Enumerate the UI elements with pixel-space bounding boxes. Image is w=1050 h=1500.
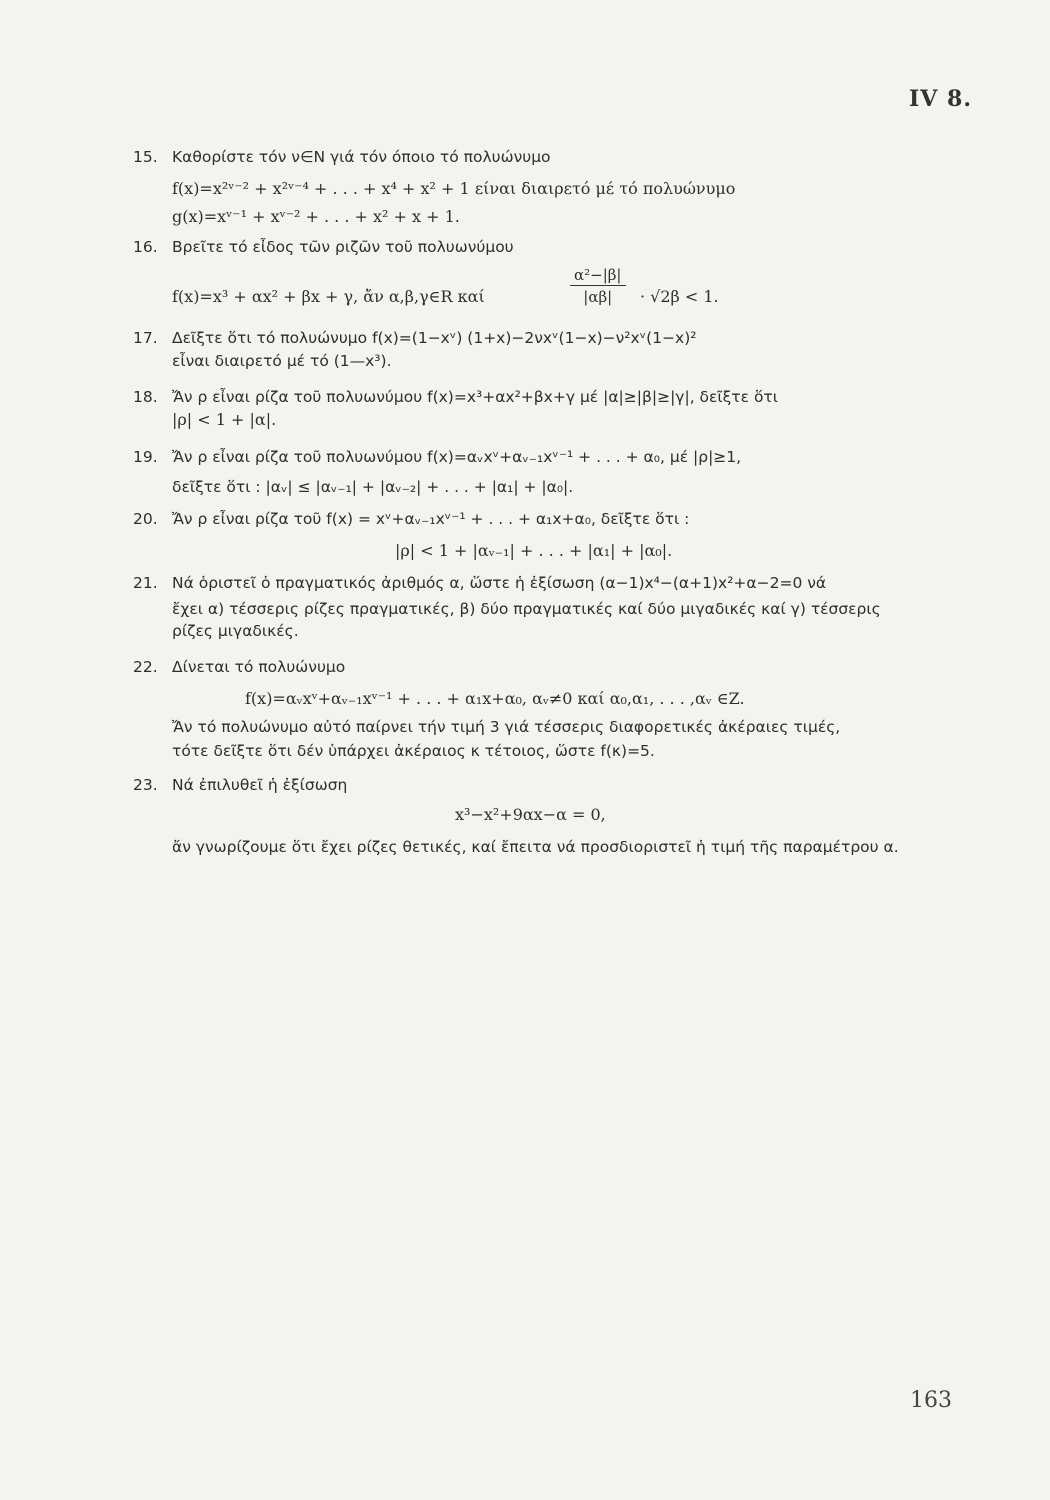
problem-20-line-1: Ἄν ρ εἶναι ρίζα τοῦ f(x) = xᵛ+αᵥ₋₁xᵛ⁻¹ + . . . + α₁x+α₀, δεῖξτε ὅτι : (172, 510, 690, 528)
problem-16-line-2: f(x)=x³ + αx² + βx + γ, ἄν α,β,γ∈R καί (172, 287, 485, 306)
problem-number-21: 21. (133, 574, 158, 592)
problem-23-line-1: Νά ἐπιλυθεῖ ἡ ἐξίσωση (172, 776, 348, 794)
problem-15-line-3: g(x)=xᵛ⁻¹ + xᵛ⁻² + . . . + x² + x + 1. (172, 207, 460, 226)
problem-number-17: 17. (133, 329, 158, 347)
problem-18-line-1: Ἄν ρ εἶναι ρίζα τοῦ πολυωνύμου f(x)=x³+αx²+βx+γ μέ |α|≥|β|≥|γ|, δεῖξτε ὅτι (172, 388, 778, 406)
problem-17-line-1: Δεῖξτε ὅτι τό πολυώνυμο f(x)=(1−xᵛ) (1+x)−2νxᵛ(1−x)−ν²xᵛ(1−x)² (172, 329, 697, 347)
problem-21-line-2: ἔχει α) τέσσερις ρίζες πραγματικές, β) δύο πραγματικές καί δύο μιγαδικές καί γ) τέσσερις (172, 600, 881, 618)
problem-23-line-3: ἄν γνωρίζουμε ὅτι ἔχει ρίζες θετικές, καί ἔπειτα νά προσδιοριστεῖ ἡ τιμή τῆς παραμέτρου α. (172, 838, 899, 856)
chapter-header: IV 8. (909, 86, 972, 112)
problem-22-line-3: Ἄν τό πολυώνυμο αὐτό παίρνει τήν τιμή 3 γιά τέσσερις διαφορετικές ἀκέραιες τιμές, (172, 718, 841, 736)
problem-21-line-3: ρίζες μιγαδικές. (172, 622, 299, 640)
problem-22-line-2: f(x)=αᵥxᵛ+αᵥ₋₁xᵛ⁻¹ + . . . + α₁x+α₀, αᵥ≠0 καί α₀,α₁, . . . ,αᵥ ∈Z. (245, 689, 745, 708)
problem-15-line-2: f(x)=x²ᵛ⁻² + x²ᵛ⁻⁴ + . . . + x⁴ + x² + 1 είναι διαιρετό μέ τό πολυώνυμο (172, 179, 736, 198)
problem-number-15: 15. (133, 148, 158, 166)
problem-18-line-2: |ρ| < 1 + |α|. (172, 410, 277, 429)
problem-22-line-1: Δίνεται τό πολυώνυμο (172, 658, 346, 676)
problem-20-line-2: |ρ| < 1 + |αᵥ₋₁| + . . . + |α₁| + |α₀|. (395, 541, 673, 560)
problem-21-line-1: Νά ὁριστεῖ ὁ πραγματικός ἀριθμός α, ὥστε ἡ ἐξίσωση (α−1)x⁴−(α+1)x²+α−2=0 νά (172, 574, 827, 592)
problem-22-line-4: τότε δεῖξτε ὅτι δέν ὑπάρχει ἀκέραιος κ τέτοιος, ὥστε f(κ)=5. (172, 742, 655, 760)
problem-number-20: 20. (133, 510, 158, 528)
fraction-denominator: |αβ| (583, 288, 613, 306)
problem-19-line-2: δεῖξτε ὅτι : |αᵥ| ≤ |αᵥ₋₁| + |αᵥ₋₂| + . . . + |α₁| + |α₀|. (172, 478, 574, 496)
problem-15-line-1: Καθορίστε τόν ν∈N γιά τόν όποιο τό πολυώνυμο (172, 148, 551, 166)
problem-16-line-1: Βρεῖτε τό εἶδος τῶν ριζῶν τοῦ πολυωνύμου (172, 238, 514, 256)
problem-16-line-3: · √2β < 1. (640, 287, 719, 306)
problem-number-23: 23. (133, 776, 158, 794)
problem-16-fraction (570, 266, 626, 306)
problem-number-22: 22. (133, 658, 158, 676)
problem-number-16: 16. (133, 238, 158, 256)
problem-19-line-1: Ἄν ρ εἶναι ρίζα τοῦ πολυωνύμου f(x)=αᵥxᵛ+αᵥ₋₁xᵛ⁻¹ + . . . + α₀, μέ |ρ|≥1, (172, 448, 742, 466)
problem-number-18: 18. (133, 388, 158, 406)
problem-number-19: 19. (133, 448, 158, 466)
problem-23-line-2: x³−x²+9αx−α = 0, (455, 805, 606, 824)
page-number: 163 (910, 1388, 952, 1413)
fraction-numerator: α²−|β| (570, 266, 626, 286)
problem-17-line-2: εἶναι διαιρετό μέ τό (1—x³). (172, 352, 392, 370)
